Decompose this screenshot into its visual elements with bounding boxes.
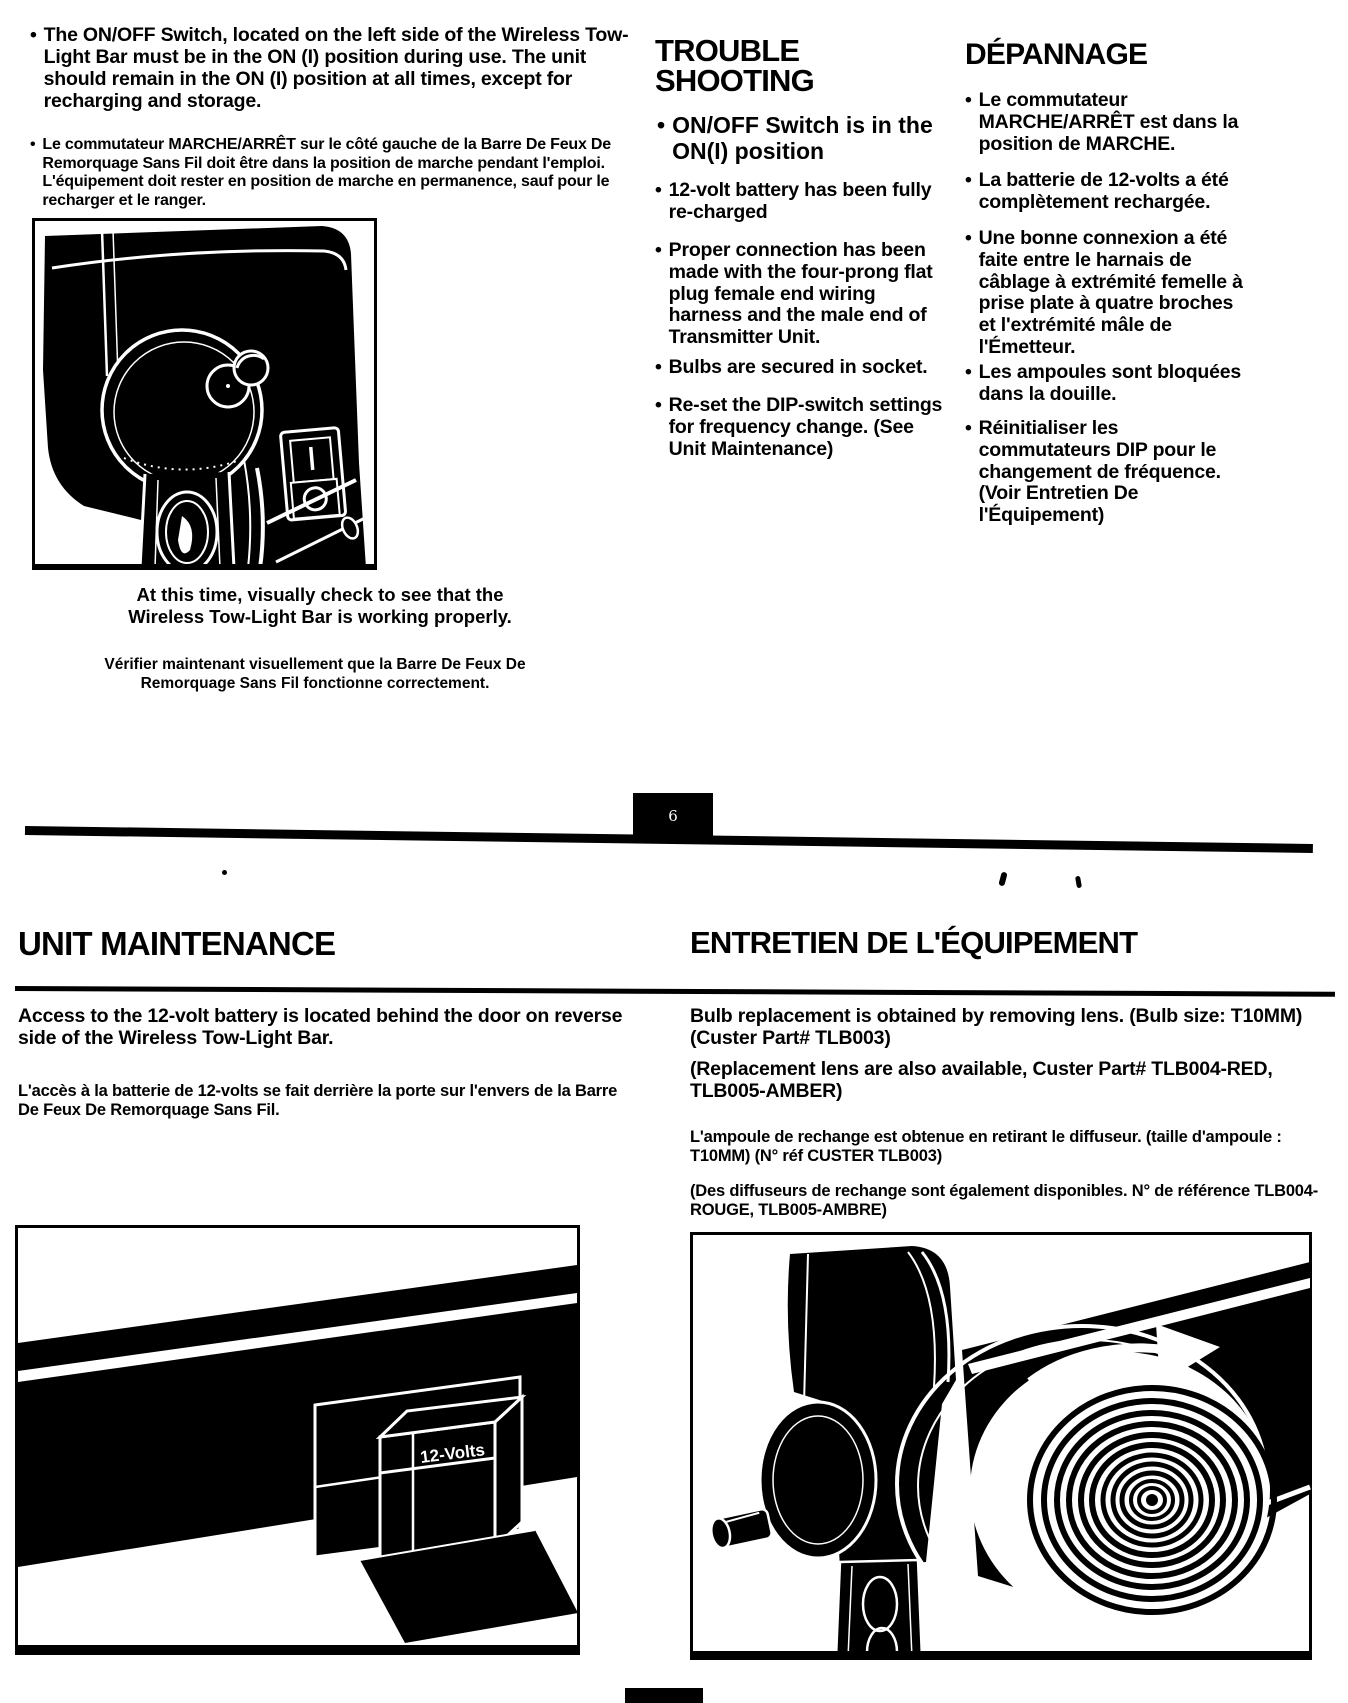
troubleshooting-item: • Bulbs are secured in socket. [655,356,928,378]
figure-lens-removal [690,1232,1312,1665]
figure-battery-door [15,1225,580,1660]
intro-bullet-fr-text: Le commutateur MARCHE/ARRÊT sur le côté gauche de la Barre De Feux De Remorquage Sans Fil doit être dans la position de marche pendant l'emploi. L'équipement doit rester en position de marche en permanence, sauf pour le recharger et le ranger. [42,136,611,209]
lamp-back-housing [760,1402,876,1558]
depannage-item: • Les ampoules sont bloquées dans la douille. [965,361,1242,405]
page-number-box [633,793,713,838]
bottom-page-number-box [625,1688,703,1703]
support-leg [836,1560,922,1660]
intro-bullet-en-text: The ON/OFF Switch, located on the left side of the Wireless Tow-Light Bar must be in the ON (I) position during use. The unit should remain in the ON (I) position at all times, except for recharging and storage. [43,24,629,113]
section-rule [15,986,1335,997]
intro-bullet-fr: • Le commutateur MARCHE/ARRÊT sur le côté gauche de la Barre De Feux De Remorquage Sans Fil doit être dans la position de marche pendant l'emploi. L'équipement doit rester en position de marche en permanence, sauf pour le recharger et le ranger. [30,136,618,210]
entretien-para-4: (Des diffuseurs de rechange sont également disponibles. N° de référence TLB004- ROUGE, TLB005-AMBRE) [690,1182,1319,1220]
caption-en: At this time, visually check to see that the Wireless Tow-Light Bar is working properly. [128,584,512,628]
battery-label: 12-Volts [419,1440,486,1467]
entretien-title: ENTRETIEN DE L'ÉQUIPEMENT [690,925,1138,960]
depannage-title: DÉPANNAGE [965,38,1148,71]
troubleshooting-item: • Proper connection has been made with the four-prong flat plug female end wiring harness and the male end of Transmitter Unit. [655,239,933,349]
entretien-para-2: (Replacement lens are also available, Custer Part# TLB004-RED, TLB005-AMBER) [690,1058,1273,1103]
entretien-para-3: L'ampoule de rechange est obtenue en retirant le diffuseur. (taille d'ampoule : T10MM) (N° réf CUSTER TLB003) [690,1128,1282,1166]
unit-maintenance-para-fr: L'accès à la batterie de 12-volts se fait derrière la porte sur l'envers de la Barre De Feux De Remorquage Sans Fil. [18,1082,618,1120]
caption-fr: Vérifier maintenant visuellement que la Barre De Feux De Remorquage Sans Fil fonctionne correctement. [104,656,526,692]
entretien-para-1: Bulb replacement is obtained by removing lens. (Bulb size: T10MM) (Custer Part# TLB003) [690,1005,1303,1050]
scan-artifact [1075,876,1082,889]
depannage-item: • Réinitialiser les commutateurs DIP pour le changement de fréquence. (Voir Entretien De l'Équipement) [965,417,1221,527]
on-off-switch-icon [280,428,345,521]
depannage-item: • La batterie de 12-volts a été complètement rechargée. [965,169,1229,213]
page-number: 6 [668,806,678,825]
troubleshooting-item: • ON/OFF Switch is in the ON(I) position [657,112,933,164]
onoff-switch-illustration [32,218,377,570]
intro-bullet-en: • The ON/OFF Switch, located on the left side of the Wireless Tow-Light Bar must be in the ON (I) position during use. The unit should remain in the ON (I) position at all times, except for recharging and storage. [30,24,629,113]
lens-opening-circle [102,330,262,490]
troubleshooting-item: • Re-set the DIP-switch settings for frequency change. (See Unit Maintenance) [655,394,943,460]
scan-artifact [222,870,227,875]
unit-maintenance-title: UNIT MAINTENANCE [18,925,336,962]
battery-door-illustration [15,1225,580,1655]
depannage-item: • Une bonne connexion a été faite entre le harnais de câblage à extrémité femelle à prise plate à quatre broches et l'extrémité mâle de l'Émetteur. [965,227,1243,359]
unit-maintenance-para-en: Access to the 12-volt battery is located behind the door on reverse side of the Wireless Tow-Light Bar. [18,1005,623,1050]
figure-onoff-switch [32,218,377,575]
lens-removal-illustration [690,1232,1312,1660]
troubleshooting-title: TROUBLE SHOOTING [655,33,814,99]
scan-artifact [998,871,1007,886]
depannage-item: • Le commutateur MARCHE/ARRÊT est dans la position de MARCHE. [965,89,1239,155]
troubleshooting-item: • 12-volt battery has been fully re-charged [655,179,932,223]
